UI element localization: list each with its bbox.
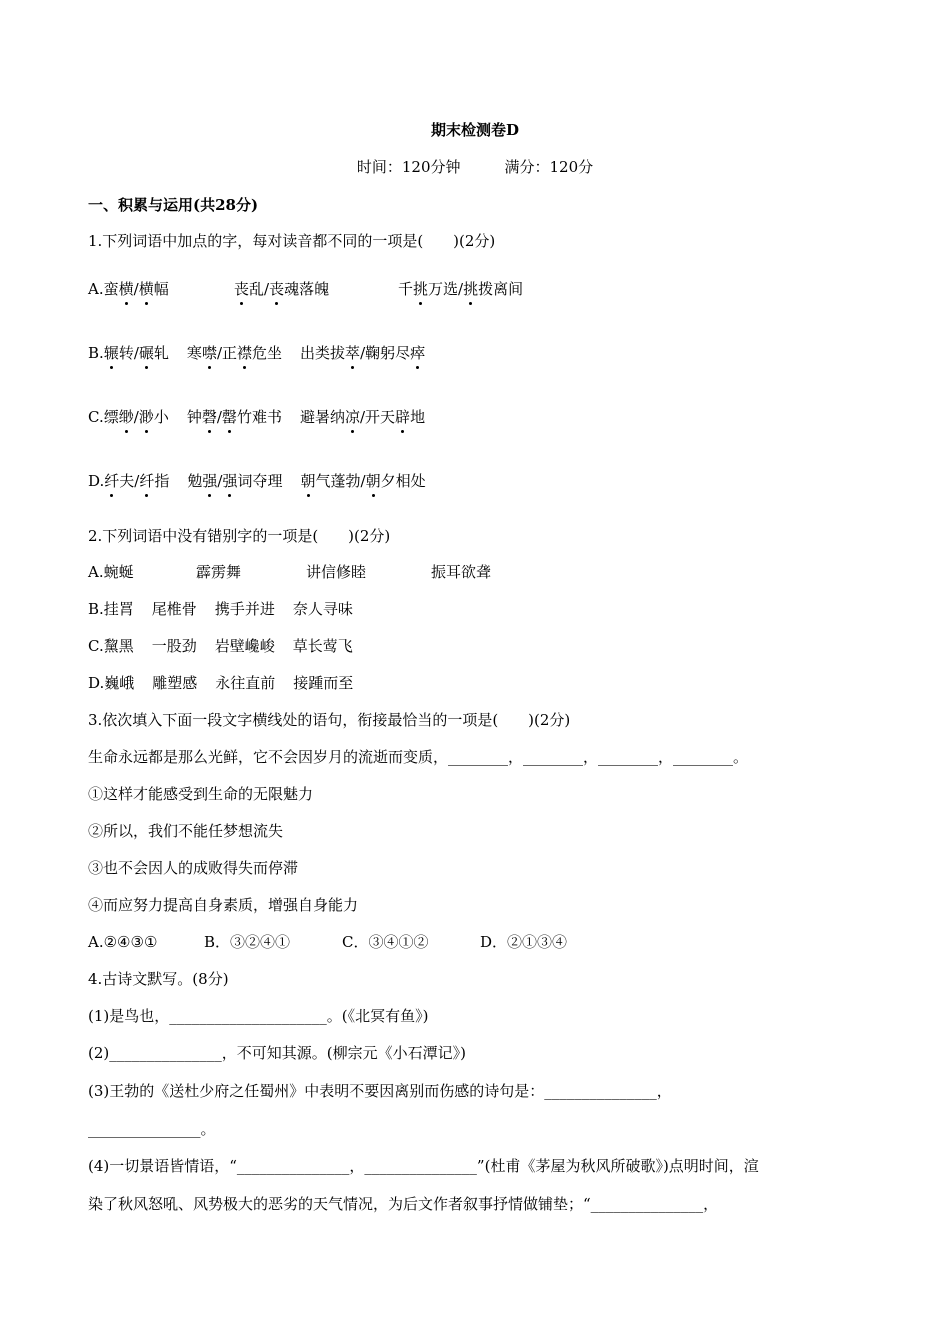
q3-stem: 3.依次填入下面一段文字横线处的语句，衔接最恰当的一项是( )(2分) bbox=[88, 711, 571, 729]
q3-sentence-2: ②所以，我们不能任梦想流失 bbox=[88, 822, 284, 840]
exam-subtitle bbox=[0, 157, 950, 177]
q1-option-d bbox=[88, 471, 426, 491]
q1-stem: 1.下列词语中加点的字，每对读音都不同的一项是( )(2分) bbox=[88, 232, 496, 250]
q1-b-3: 出类拔萃/鞠躬尽瘁 bbox=[300, 344, 426, 362]
q1-b-2: 寒噤/正襟危坐 bbox=[186, 344, 283, 362]
q1-c-2: 钟磬/罄竹难书 bbox=[186, 408, 282, 426]
q3-options bbox=[88, 932, 567, 952]
q3-sentence-3: ③也不会因人的成败得失而停滞 bbox=[88, 859, 299, 877]
q1-d-2: 勉强/强词夺理 bbox=[187, 472, 283, 490]
q1-option-c bbox=[88, 407, 425, 427]
q1-a-1: A.蛮横/横幅 bbox=[88, 280, 169, 298]
q3-sentence-1: ①这样才能感受到生命的无限魅力 bbox=[88, 785, 314, 803]
q1-option-a bbox=[88, 279, 523, 299]
q3-option-a: A.②④③① bbox=[88, 933, 158, 951]
q4-part-3-line-2: _______________。 bbox=[88, 1120, 216, 1138]
q4-part-3-line-1: (3)王勃的《送杜少府之任蜀州》中表明不要因离别而伤感的诗句是：_______________， bbox=[88, 1082, 672, 1100]
q1-option-b bbox=[88, 343, 425, 363]
exam-title: 期末检测卷D bbox=[430, 121, 519, 139]
q1-d-1: D.纤夫/纤指 bbox=[88, 472, 170, 490]
q3-sentence-4: ④而应努力提高自身素质，增强自身能力 bbox=[88, 896, 359, 914]
q1-a-3: 千挑万选/挑拨离间 bbox=[398, 280, 524, 298]
section-heading: 一、积累与运用(共28分) bbox=[88, 196, 259, 214]
q1-c-1: C.缥缈/渺小 bbox=[88, 408, 169, 426]
q4-part-4-line-2: 染了秋风怒吼、风势极大的恶劣的天气情况，为后文作者叙事抒情做铺垫；“_______________， bbox=[88, 1195, 719, 1213]
time-limit: 时间：120分钟 bbox=[356, 158, 461, 176]
q3-option-b: B．③②④① bbox=[204, 933, 291, 951]
q4-part-2: (2)_______________，不可知其源。(柳宗元《小石潭记》) bbox=[88, 1044, 466, 1062]
q2-option-d: D.巍峨 雕塑感 永往直前 接踵而至 bbox=[88, 674, 354, 692]
q4-stem: 4.古诗文默写。(8分) bbox=[88, 970, 229, 988]
q2-option-b: B.挂罥 尾椎骨 携手并进 奈人寻味 bbox=[88, 600, 353, 618]
q4-part-4-line-1: (4)一切景语皆情语，“_______________，_______________”(杜甫《茅屋为秋风所破歌》)点明时间，渲 bbox=[88, 1157, 759, 1175]
q3-option-c: C．③④①② bbox=[342, 933, 429, 951]
q2-stem: 2.下列词语中没有错别字的一项是( )(2分) bbox=[88, 527, 391, 545]
q3-option-d: D．②①③④ bbox=[480, 933, 568, 951]
q1-b-1: B.辗转/碾轧 bbox=[88, 344, 169, 362]
q2-option-c: C.黧黑 一股劲 岩壁巉峻 草长莺飞 bbox=[88, 637, 353, 655]
q1-d-3: 朝气蓬勃/朝夕相处 bbox=[300, 472, 426, 490]
q1-c-3: 避暑纳凉/开天辟地 bbox=[299, 408, 426, 426]
q4-part-1: (1)是鸟也，_____________________。(《北冥有鱼》) bbox=[88, 1007, 429, 1025]
q1-a-2: 丧乱/丧魂落魄 bbox=[234, 280, 330, 298]
q3-passage: 生命永远都是那么光鲜，它不会因岁月的流逝而变质，________，________，________，________。 bbox=[88, 748, 749, 766]
q2-option-a: A.蜿蜒 霹雳舞 讲信修睦 振耳欲聋 bbox=[88, 563, 492, 581]
full-score: 满分：120分 bbox=[504, 158, 594, 176]
